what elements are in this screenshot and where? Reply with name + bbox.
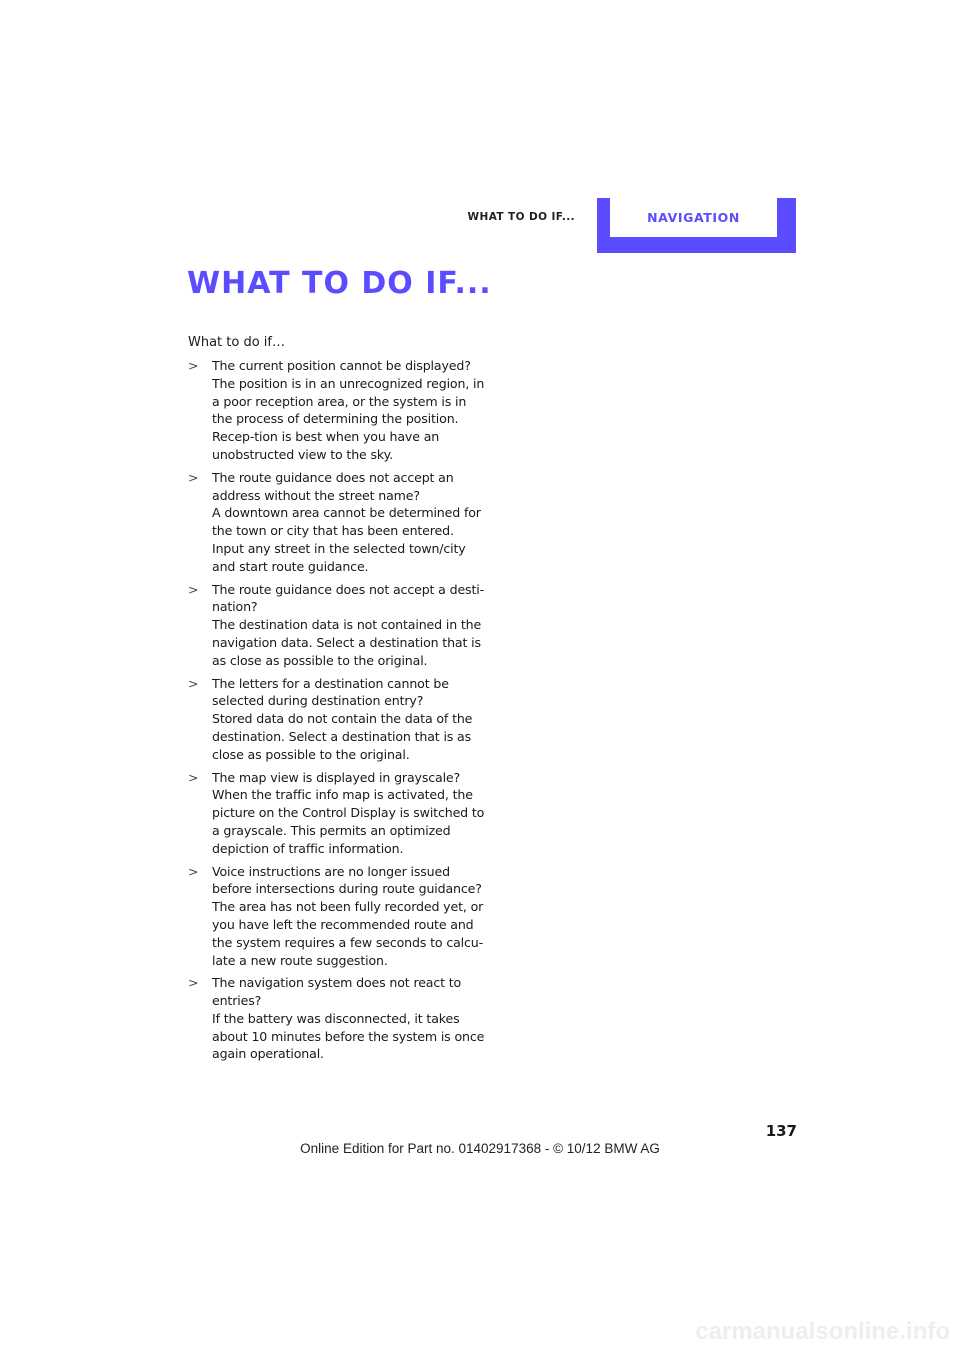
page-number: 137 [765,1122,797,1140]
list-item [188,675,488,764]
page-title: WHAT TO DO IF... [187,266,492,301]
bullet-arrow-icon: > [188,769,199,785]
question-text: The navigation system does not react to entries? [212,975,462,1009]
question-text: The map view is displayed in grayscale? [212,769,461,785]
section-tab-label: NAVIGATION [610,198,777,237]
bullet-arrow-icon: > [188,358,199,373]
question-text: The letters for a destination cannot be selected during destination entry? [212,675,449,709]
list-item [188,357,488,464]
list-item [188,581,488,670]
answer-text: When the traffic info map is activated, the picture on the Control Display is switched to a grayscale. This permits an optimized depiction of traffic information. [212,787,485,856]
question-text: Voice instructions are no longer issued before intersections during route guidance? [212,863,482,897]
question-text: The current position cannot be displayed? [212,358,471,373]
question-text: The route guidance does not accept a desti-nation? [212,581,484,615]
bullet-arrow-icon: > [188,675,199,691]
answer-text: The position is in an unrecognized region, in a poor reception area, or the system is in the process of determining the position. Recep-tion is best when you have an unobstructed view to the sky. [212,375,485,462]
running-header: WHAT TO DO IF... [467,211,575,223]
list-item [188,863,488,970]
bullet-arrow-icon: > [188,863,199,879]
question-text: The route guidance does not accept an address without the street name? [212,469,454,503]
answer-text: The area has not been fully recorded yet, or you have left the recommended route and the system requires a few seconds to calcu-late a new route suggestion. [212,899,484,968]
answer-text: Stored data do not contain the data of the destination. Select a destination that is as close as possible to the original. [212,711,473,762]
answer-text: A downtown area cannot be determined for the town or city that has been entered. Input any street in the selected town/city and start route guidance. [212,505,481,574]
answer-text: The destination data is not contained in the navigation data. Select a destination that is as close as possible to the original. [212,617,482,668]
intro-text: What to do if… [188,335,285,350]
answer-text: If the battery was disconnected, it takes about 10 minutes before the system is once again operational. [212,1010,485,1062]
bullet-arrow-icon: > [188,581,199,597]
edition-footer: Online Edition for Part no. 01402917368 - © 10/12 BMW AG [300,1141,660,1156]
qa-list [188,357,488,1068]
bullet-arrow-icon: > [188,469,199,485]
list-item [188,769,488,858]
section-tab [597,198,796,253]
bullet-arrow-icon: > [188,975,199,991]
watermark: carmanualsonline.info [695,1318,950,1345]
list-item [188,469,488,576]
list-item [188,974,488,1063]
